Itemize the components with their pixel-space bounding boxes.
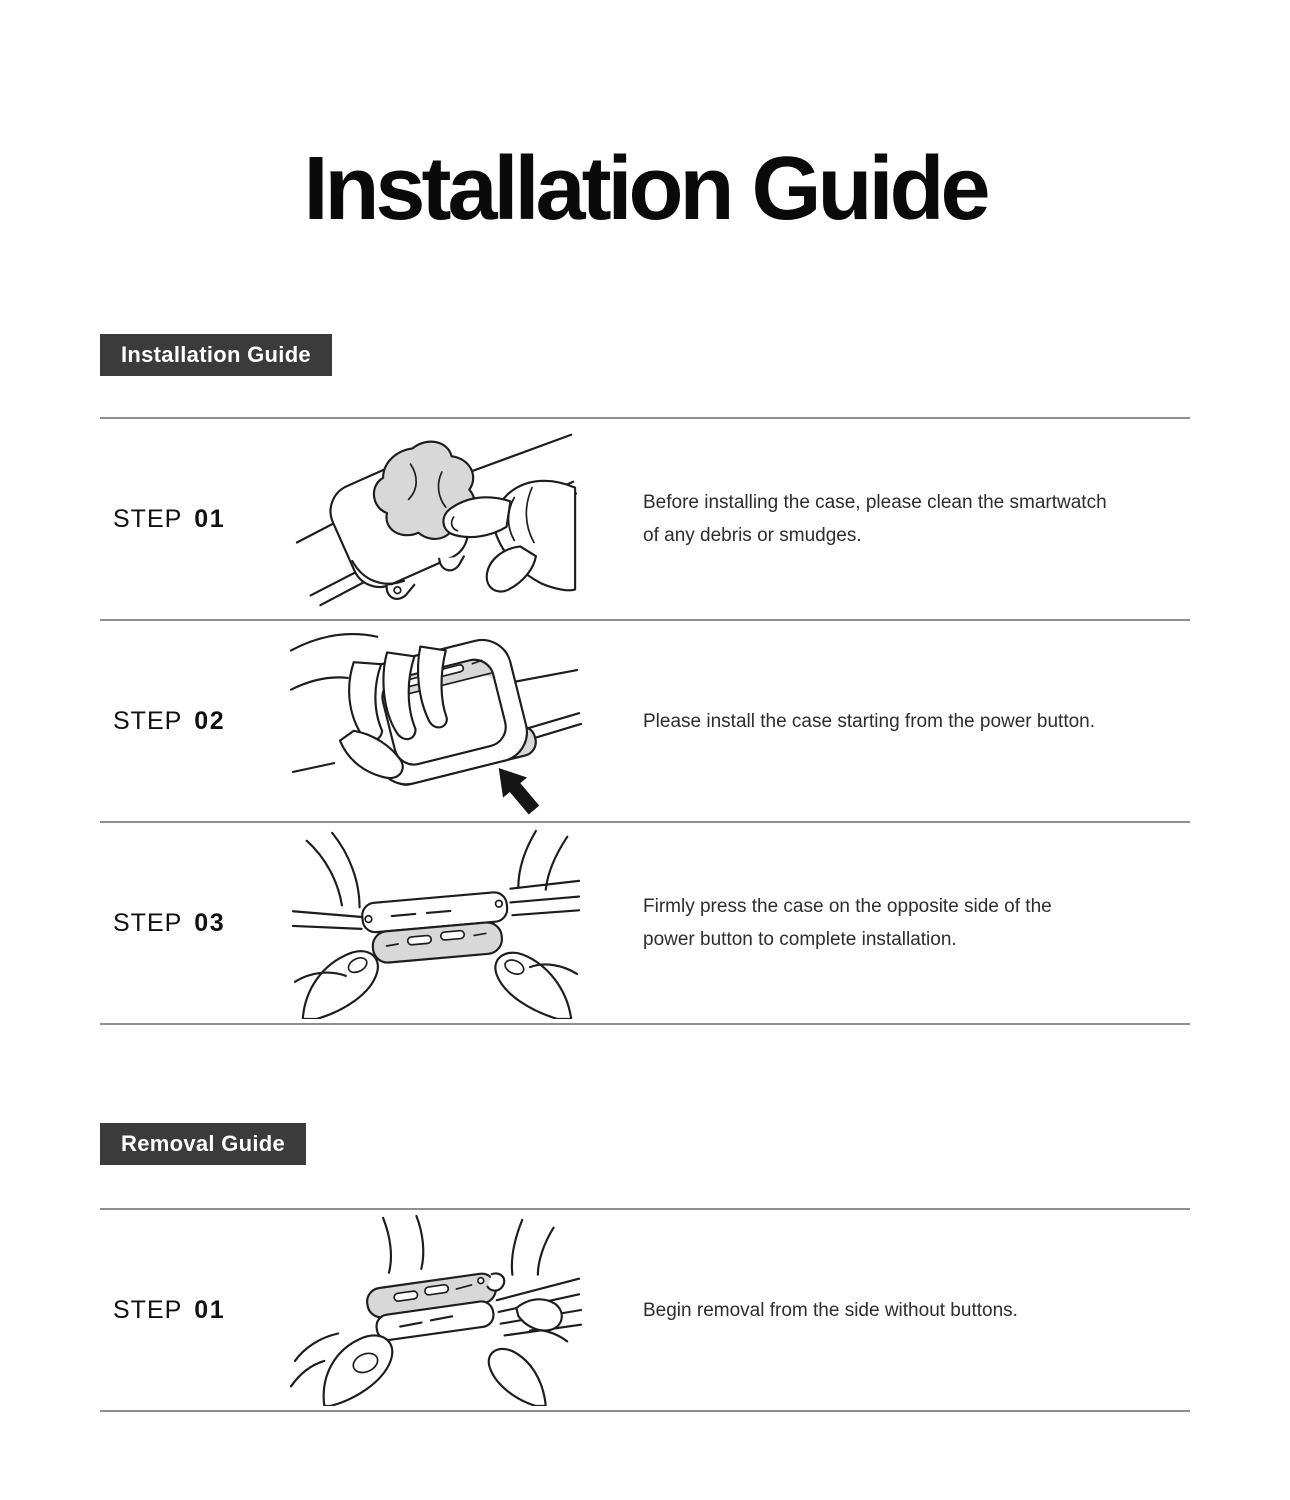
removal-steps — [100, 1208, 1190, 1412]
arrow-icon — [487, 758, 546, 817]
removal-guide-badge: Removal Guide — [100, 1123, 306, 1165]
installation-step-3-row — [100, 821, 1190, 1023]
installation-section-header — [100, 334, 1190, 376]
step-number: 01 — [194, 1295, 226, 1324]
remove-case-drawing — [286, 1214, 586, 1406]
step-number: 01 — [194, 504, 226, 533]
hands-behind — [307, 831, 568, 907]
step-description: Please install the case starting from the power button. — [643, 710, 1096, 732]
removal-step-1-row — [100, 1208, 1190, 1410]
hands-behind — [383, 1216, 553, 1275]
step-description: Firmly press the case on the opposite side of the power button to complete installation. — [643, 896, 1052, 951]
removal-section-header — [100, 1123, 1190, 1165]
installation-steps — [100, 417, 1190, 1025]
step-description: Before installing the case, please clean the smartwatch of any debris or smudges. — [643, 492, 1107, 547]
clean-smartwatch-illustration — [285, 423, 587, 615]
install-case-illustration — [285, 625, 587, 817]
page-title: Installation Guide — [303, 139, 987, 240]
step-word: STEP — [113, 1295, 183, 1324]
installation-step-1-row — [100, 417, 1190, 619]
press-case-drawing — [286, 827, 586, 1019]
step-number: 02 — [194, 706, 226, 735]
pressing-thumbs — [295, 951, 577, 1019]
installation-guide-badge: Installation Guide — [100, 334, 332, 376]
step-number: 03 — [194, 908, 226, 937]
step-label — [100, 909, 285, 938]
step-label — [100, 505, 285, 534]
step-word: STEP — [113, 908, 183, 937]
step-label — [100, 1296, 285, 1325]
installation-step-2-row — [100, 619, 1190, 821]
step-word: STEP — [113, 504, 183, 533]
clean-smartwatch-drawing — [286, 423, 586, 615]
press-case-illustration — [285, 827, 587, 1019]
step-word: STEP — [113, 706, 183, 735]
install-case-drawing — [286, 625, 586, 817]
watch-and-case — [361, 892, 511, 965]
case-and-watch — [365, 1271, 510, 1343]
step-label — [100, 707, 285, 736]
content — [100, 334, 1190, 1412]
remove-case-illustration — [285, 1214, 587, 1406]
step-description: Begin removal from the side without buttons. — [643, 1299, 1018, 1321]
